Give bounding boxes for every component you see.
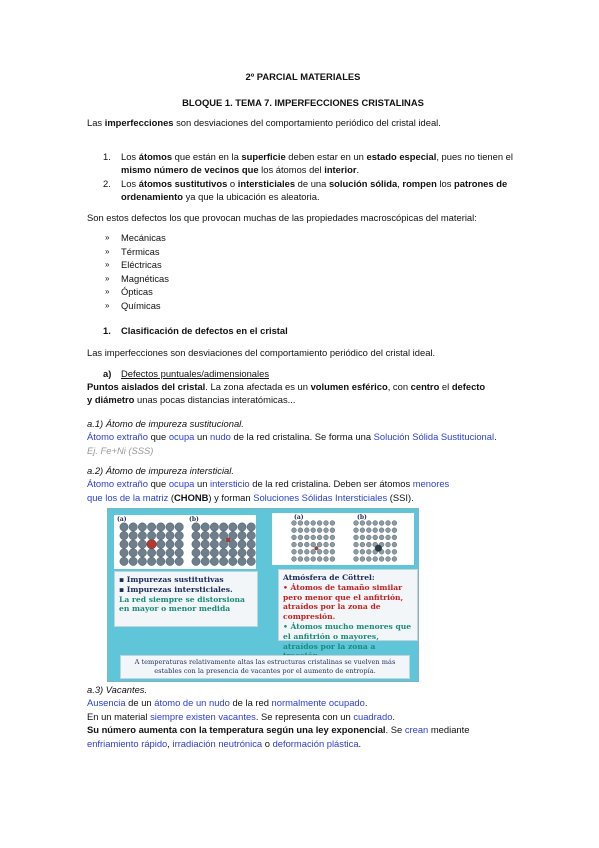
lattice-atom [324,521,329,526]
lattice-atom [360,528,365,533]
lattice-atom [298,535,303,540]
lattice-atom [304,542,309,547]
lattice-atom [304,521,309,526]
lattice-atom [366,549,371,554]
properties-list [87,231,519,313]
lattice-atom [317,521,322,526]
lattice-atom [175,523,183,531]
lattice-atom [129,549,137,557]
lattice-atom [386,549,391,554]
lattice-atom [366,542,371,547]
a2-block: a.2) Átomo de impureza intersticial. Átomo extraño que ocupa un intersticio de la red cristalina. Deben ser átomos menores que los de la matriz (CHONB) y forman Soluciones Sólidas Intersticiales (SSI). [87,465,450,503]
lattice-atom [120,540,128,548]
lattice-atom [157,531,165,539]
intro-paragraph: Las imperfecciones son desviaciones del comportamiento periódico del cristal ideal. [87,117,441,128]
a1-block: a.1) Átomo de impureza sustitucional. Átomo extraño que ocupa un nudo de la red cristalina. Se forma una Solución Sólida Sustitucional. Ej. Fe+Ni (SSS) [87,418,497,456]
lattice-atom [192,523,200,531]
lattice-atom [138,549,146,557]
lattice-atom [354,521,359,526]
lattice-atom [354,535,359,540]
cottrell-caption-box: Atmósfera de Cöttrel: • Átomos de tamaño similar pero menor que el anfitrión, atraídos por la zona de compresión. • Átomos mucho menores que el anfitrión o mayores, atraídos por la zona a [278,569,418,641]
document-title: 2º PARCIAL MATERIALES [245,71,361,82]
lattice-atom [201,523,209,531]
lattice-atom [317,557,322,562]
lattice-atom [292,557,297,562]
lattice-atom [166,557,174,565]
list-item: » Químicas [105,299,161,311]
lattice-atom [138,540,146,548]
lattice-atom [247,540,255,548]
lattice-atom [324,549,329,554]
left-caption-box: ▪ Impurezas sustitutivas ▪ Impurezas intersticiales. La red siempre se distorsiona en mayor o menor medida [114,571,258,627]
properties-intro: Son estos defectos los que provocan muchas de las propiedades macroscópicas del material: [87,212,477,223]
interstitial-atom [226,538,230,542]
list-item: » Ópticas [105,286,153,298]
numbered-item: 1. Los átomos que están en la superficie deben estar en un estado especial, pues no tienen el mismo número de vecinos que los átomos del interior. [103,151,513,176]
lattice-atom [192,549,200,557]
lattice-atom [210,540,218,548]
lattice-atom [311,549,316,554]
atom-lattice-illustration [114,515,256,569]
lattice-atom [166,523,174,531]
lattice-atom [311,535,316,540]
lattice-atom [201,557,209,565]
lattice-atom [238,531,246,539]
lattice-atom [129,523,137,531]
lattice-atom [330,528,335,533]
lattice-atom [247,549,255,557]
lattice-atom [298,528,303,533]
lattice-atom [373,535,378,540]
lattice-atom [157,549,165,557]
lattice-atom [386,521,391,526]
lattice-atom [360,521,365,526]
lattice-atom [317,535,322,540]
lattice-atom [175,540,183,548]
impurity-atom [147,539,157,549]
lattice-atom [229,549,237,557]
lattice-atom [392,521,397,526]
lattice-atom [147,531,155,539]
lattice-atom [129,557,137,565]
numbered-item: 2. Los átomos sustitutivos o intersticiales de una solución sólida, rompen los patrones de ordenamiento ya que la ubicación es aleatoria. [103,177,508,203]
lattice-atom [298,549,303,554]
a3-block: a.3) Vacantes. Ausencia de un átomo de un nudo de la red normalmente ocupado. En un material siempre existen vacantes. Se representa con un cuadrado. Su número aumenta con la temperatura según una ley exponencial. Se crean mediante enfriamiento rápido, irradiación neutrónica o deformación plástica. [87,684,470,749]
interstitial-lattice-panel [272,513,414,565]
lattice-atom [354,542,359,547]
lattice-atom [247,523,255,531]
lattice-atom [120,531,128,539]
lattice-atom [229,523,237,531]
lattice-atom [292,549,297,554]
panel-label: (b) [357,514,367,521]
subsection-heading: a) Defectos puntuales/adimensionales [103,368,270,379]
subsection-paragraph: Puntos aislados del cristal. La zona afectada es un volumen esférico, con centro el defecto y diámetro unas pocas distancias interatómicas... [87,381,486,406]
lattice-atom [120,549,128,557]
lattice-atom [298,557,303,562]
lattice-atom [354,528,359,533]
lattice-atom [360,549,365,554]
lattice-atom [219,557,227,565]
lattice-atom [366,535,371,540]
lattice-atom [330,542,335,547]
lattice-atom [304,549,309,554]
lattice-atom [292,542,297,547]
lattice-atom [311,557,316,562]
section-heading: 1. Clasificación de defectos en el cristal [103,325,288,336]
lattice-atom [238,557,246,565]
lattice-atom [192,557,200,565]
lattice-atom [147,523,155,531]
lattice-atom [175,531,183,539]
lattice-atom [175,557,183,565]
list-item: » Térmicas [105,245,160,257]
lattice-atom [292,535,297,540]
lattice-atom [201,540,209,548]
lattice-atom [192,540,200,548]
list-item: » Magnéticas [105,272,169,284]
lattice-atom [373,521,378,526]
lattice-atom [238,549,246,557]
lattice-atom [138,557,146,565]
lattice-atom [157,540,165,548]
list-item: » Mecánicas [105,232,166,243]
panel-label: (a) [294,514,304,521]
bottom-caption-box: A temperaturas relativamente altas las estructuras cristalinas se vuelven más estables con la presencia de vacantes por el aumento de entropía. [120,655,410,679]
lattice-atom [138,531,146,539]
lattice-atom [147,557,155,565]
lattice-atom [330,535,335,540]
lattice-atom [311,542,316,547]
lattice-atom [229,557,237,565]
lattice-atom [330,549,335,554]
lattice-atom [330,557,335,562]
lattice-atom [166,531,174,539]
lattice-atom [210,531,218,539]
lattice-atom [238,540,246,548]
lattice-atom [360,542,365,547]
lattice-atom [360,535,365,540]
lattice-atom [175,549,183,557]
lattice-atom [379,557,384,562]
panel-label: (b) [189,516,199,523]
lattice-atom [392,542,397,547]
numbered-list [87,150,519,204]
lattice-atom [386,542,391,547]
defects-figure [107,508,419,682]
lattice-atom [317,542,322,547]
lattice-atom [324,542,329,547]
lattice-atom [379,528,384,533]
lattice-atom [247,557,255,565]
lattice-atom [210,549,218,557]
lattice-atom [129,540,137,548]
lattice-atom [392,549,397,554]
lattice-atom [324,528,329,533]
atom-lattice-illustration [272,513,414,565]
lattice-atom [219,523,227,531]
lattice-atom [386,557,391,562]
lattice-atom [360,557,365,562]
solute-atom [315,546,319,550]
lattice-atom [317,528,322,533]
lattice-atom [392,535,397,540]
lattice-atom [166,540,174,548]
document-subtitle: BLOQUE 1. TEMA 7. IMPERFECCIONES CRISTALINAS [182,97,424,108]
lattice-atom [298,521,303,526]
lattice-atom [247,531,255,539]
lattice-atom [373,528,378,533]
lattice-atom [373,557,378,562]
lattice-atom [354,549,359,554]
lattice-atom [386,528,391,533]
lattice-atom [292,528,297,533]
lattice-atom [366,528,371,533]
lattice-atom [219,549,227,557]
section-paragraph: Las imperfecciones son desviaciones del comportamiento periódico del cristal ideal. [87,347,436,358]
lattice-atom [304,535,309,540]
lattice-atom [138,523,146,531]
lattice-atom [201,549,209,557]
lattice-atom [157,523,165,531]
lattice-atom [166,549,174,557]
lattice-atom [392,557,397,562]
lattice-atom [120,557,128,565]
lattice-atom [120,523,128,531]
lattice-atom [330,521,335,526]
lattice-atom [366,557,371,562]
lattice-atom [292,521,297,526]
lattice-atom [311,528,316,533]
lattice-atom [324,557,329,562]
lattice-atom [157,557,165,565]
lattice-atom [210,523,218,531]
lattice-atom [317,549,322,554]
lattice-atom [147,549,155,557]
solute-atom [375,545,382,552]
lattice-atom [192,531,200,539]
lattice-atom [238,523,246,531]
lattice-atom [304,557,309,562]
panel-label: (a) [117,516,127,523]
lattice-atom [354,557,359,562]
lattice-atom [129,531,137,539]
lattice-atom [210,557,218,565]
lattice-atom [311,521,316,526]
substitutional-lattice-panel [114,515,256,569]
lattice-atom [379,535,384,540]
lattice-atom [379,521,384,526]
lattice-atom [366,521,371,526]
list-item: » Eléctricas [105,259,162,271]
lattice-atom [386,535,391,540]
lattice-atom [304,528,309,533]
lattice-atom [201,531,209,539]
lattice-atom [324,535,329,540]
lattice-atom [298,542,303,547]
lattice-atom [392,528,397,533]
